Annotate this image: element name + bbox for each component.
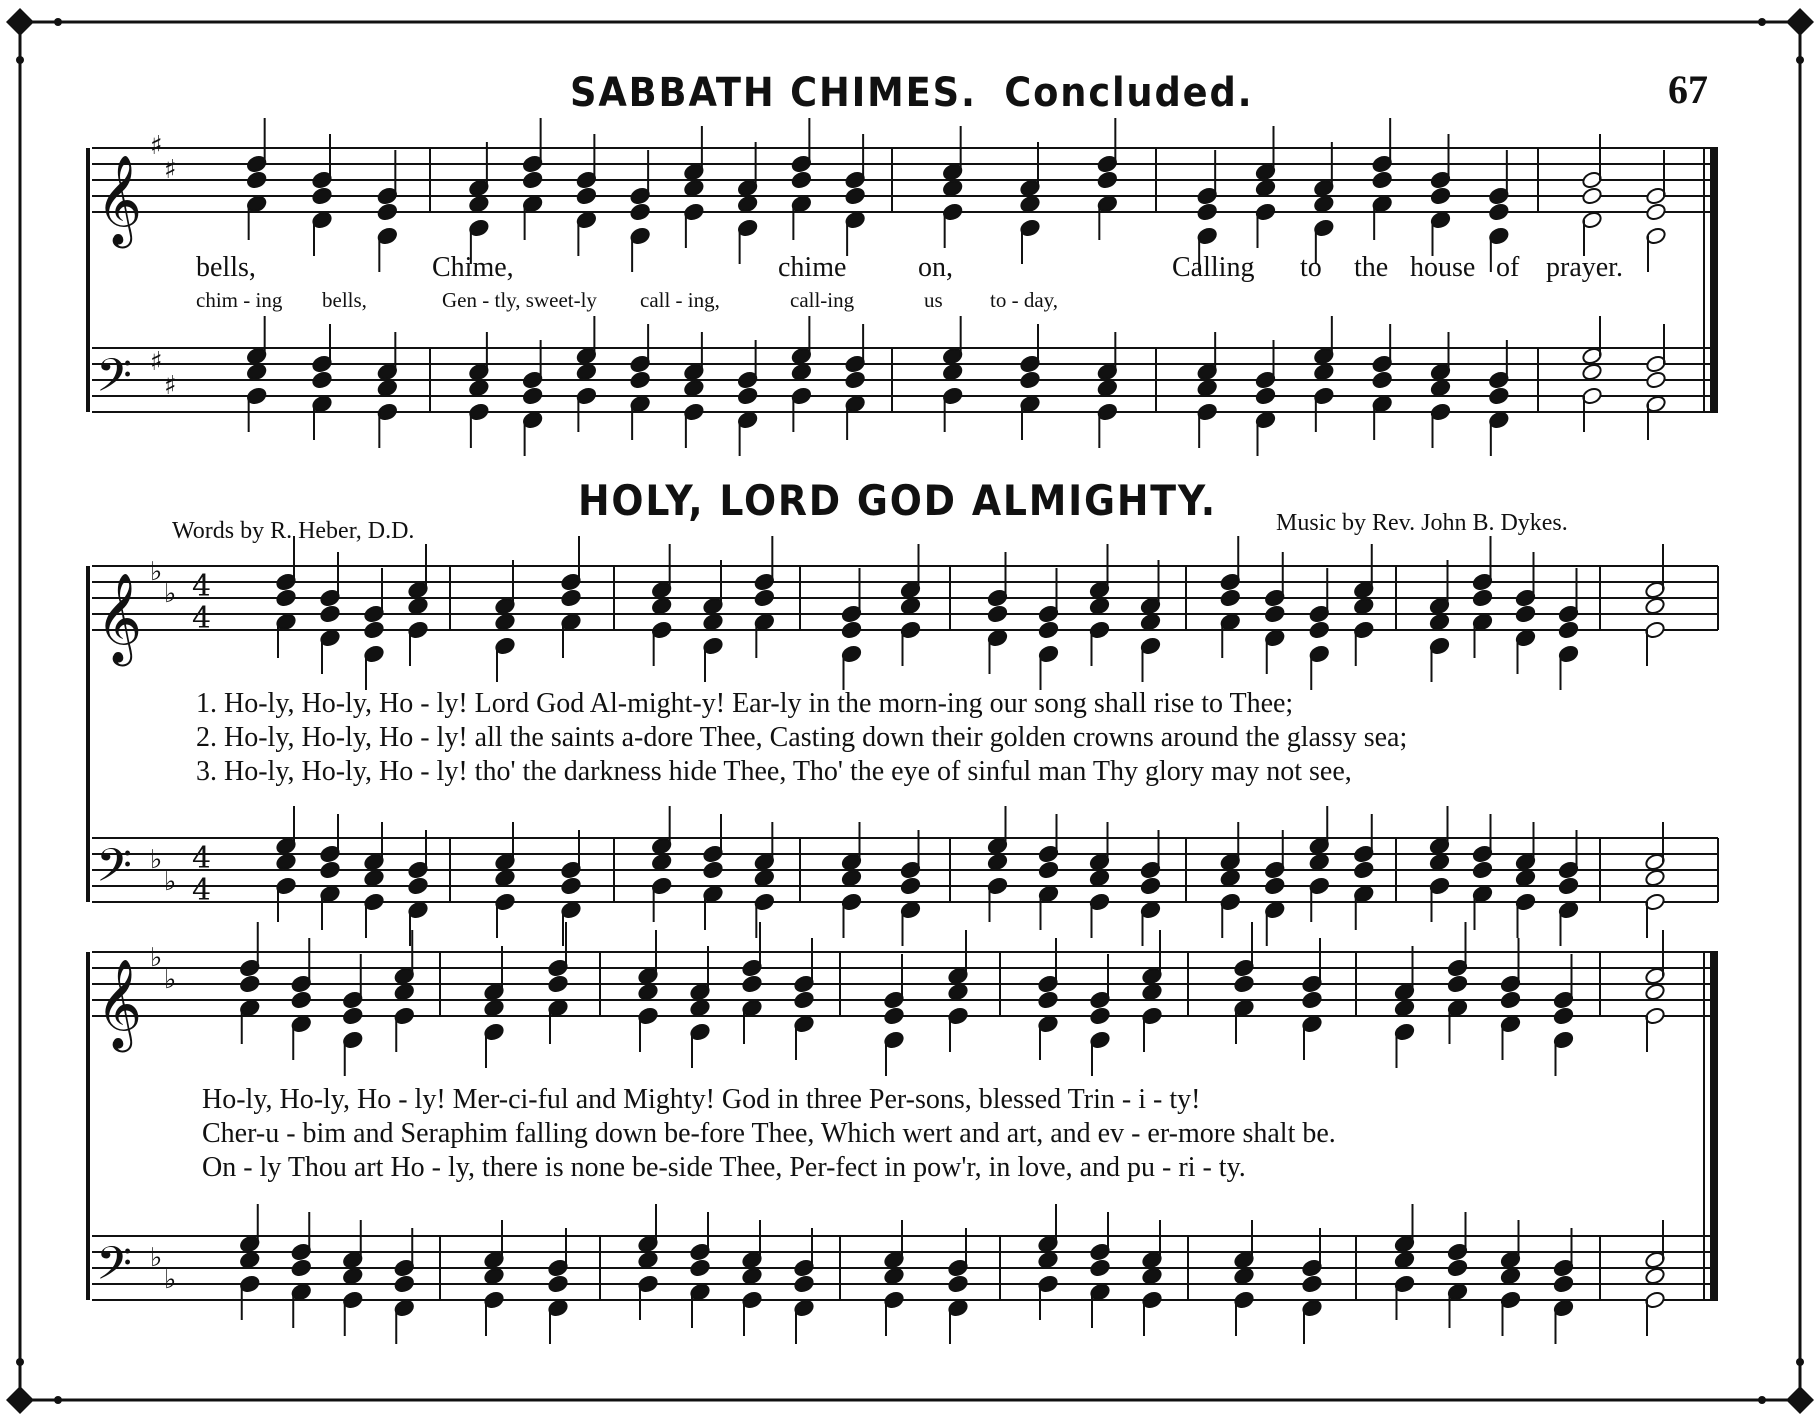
quarter-note bbox=[942, 178, 964, 197]
quarter-note bbox=[1472, 860, 1494, 879]
quarter-note bbox=[737, 194, 759, 213]
key-signature: ♭ bbox=[164, 867, 177, 897]
quarter-note bbox=[1500, 990, 1522, 1009]
treble-clef: 𝄞 bbox=[96, 959, 143, 1049]
quarter-note bbox=[483, 998, 505, 1017]
sabbath-word: the bbox=[1354, 252, 1389, 283]
quarter-note bbox=[522, 386, 544, 405]
quarter-note bbox=[1219, 868, 1241, 887]
page-number: 67 bbox=[1668, 67, 1708, 112]
quarter-note bbox=[1353, 860, 1375, 879]
quarter-note bbox=[1500, 1266, 1522, 1285]
time-signature: 4 bbox=[192, 841, 212, 876]
sabbath-word-small: call-ing bbox=[790, 288, 855, 312]
half-note bbox=[1644, 596, 1666, 615]
quarter-note bbox=[790, 362, 812, 381]
sabbath-word: on, bbox=[918, 252, 953, 283]
quarter-note bbox=[483, 1266, 505, 1285]
quarter-note bbox=[342, 1266, 364, 1285]
quarter-note bbox=[883, 1266, 905, 1285]
quarter-note bbox=[1219, 588, 1241, 607]
quarter-note bbox=[376, 378, 398, 397]
quarter-note bbox=[841, 868, 863, 887]
quarter-note bbox=[1313, 194, 1335, 213]
quarter-note bbox=[1472, 588, 1494, 607]
quarter-note bbox=[468, 378, 490, 397]
key-signature: ♭ bbox=[150, 557, 163, 587]
time-signature: 4 bbox=[192, 873, 212, 908]
quarter-note bbox=[290, 1258, 312, 1277]
quarter-note bbox=[790, 170, 812, 189]
key-signature: ♭ bbox=[150, 943, 163, 973]
quarter-note bbox=[1353, 596, 1375, 615]
quarter-note bbox=[741, 974, 763, 993]
quarter-note bbox=[376, 202, 398, 221]
quarter-note bbox=[702, 860, 724, 879]
key-signature: ♭ bbox=[150, 845, 163, 875]
quarter-note bbox=[239, 1250, 261, 1269]
quarter-note bbox=[319, 860, 341, 879]
verse-1-line-a: 1. Ho-ly, Ho-ly, Ho - ly! Lord God Al-might-y! Ear-ly in the morn-ing our song shall rise to Thee; bbox=[196, 688, 1294, 719]
quarter-note bbox=[637, 982, 659, 1001]
music-credit: Music by Rev. John B. Dykes. bbox=[1276, 510, 1568, 536]
key-signature: ♭ bbox=[164, 1265, 177, 1295]
quarter-note bbox=[468, 194, 490, 213]
half-note bbox=[1581, 362, 1603, 381]
quarter-note bbox=[883, 1006, 905, 1025]
sabbath-word-small: us bbox=[924, 288, 943, 312]
quarter-note bbox=[1019, 194, 1041, 213]
quarter-note bbox=[575, 362, 597, 381]
quarter-note bbox=[1488, 202, 1510, 221]
half-note bbox=[1645, 202, 1667, 221]
quarter-note bbox=[1553, 1274, 1575, 1293]
quarter-note bbox=[1089, 1258, 1111, 1277]
quarter-note bbox=[1394, 998, 1416, 1017]
quarter-note bbox=[1430, 186, 1452, 205]
quarter-note bbox=[1515, 604, 1537, 623]
sabbath-word-small: Gen - tly, sweet-ly bbox=[442, 288, 597, 312]
quarter-note bbox=[319, 604, 341, 623]
quarter-note bbox=[683, 178, 705, 197]
quarter-note bbox=[741, 1266, 763, 1285]
quarter-note bbox=[1255, 178, 1277, 197]
sabbath-word-small: call - ing, bbox=[640, 288, 720, 312]
final-barline-thick bbox=[1710, 952, 1718, 1300]
quarter-note bbox=[844, 186, 866, 205]
quarter-note bbox=[560, 588, 582, 607]
sabbath-title: SABBATH CHIMES. bbox=[570, 70, 977, 116]
quarter-note bbox=[651, 852, 673, 871]
bass-clef: 𝄢 bbox=[96, 1237, 133, 1302]
verse-1-line-b: Ho-ly, Ho-ly, Ho - ly! Mer-ci-ful and Mighty! God in three Per-sons, blessed Trin - i - ty! bbox=[202, 1084, 1201, 1115]
quarter-note bbox=[246, 170, 268, 189]
quarter-note bbox=[1196, 378, 1218, 397]
sabbath-word: chime bbox=[778, 252, 847, 283]
quarter-note bbox=[1140, 612, 1162, 631]
quarter-note bbox=[689, 998, 711, 1017]
verse-3-line-a: 3. Ho-ly, Ho-ly, Ho - ly! tho' the darkness hide Thee, Tho' the eye of sinful man Thy glory may not see, bbox=[196, 756, 1352, 787]
quarter-note bbox=[393, 982, 415, 1001]
quarter-note bbox=[393, 1274, 415, 1293]
quarter-note bbox=[1371, 170, 1393, 189]
sabbath-word-small: bells, bbox=[322, 288, 367, 312]
sabbath-word: of bbox=[1496, 252, 1520, 283]
half-note bbox=[1644, 982, 1666, 1001]
quarter-note bbox=[1037, 990, 1059, 1009]
quarter-note bbox=[947, 1274, 969, 1293]
quarter-note bbox=[737, 386, 759, 405]
quarter-note bbox=[547, 974, 569, 993]
quarter-note bbox=[629, 370, 651, 389]
verse-2-line-a: 2. Ho-ly, Ho-ly, Ho - ly! all the saints a-dore Thee, Casting down their golden crowns around the glassy sea; bbox=[196, 722, 1408, 753]
quarter-note bbox=[629, 202, 651, 221]
quarter-note bbox=[246, 362, 268, 381]
key-signature: ♭ bbox=[164, 965, 177, 995]
quarter-note bbox=[1447, 1258, 1469, 1277]
quarter-note bbox=[1233, 1266, 1255, 1285]
quarter-note bbox=[702, 612, 724, 631]
half-note bbox=[1644, 868, 1666, 887]
quarter-note bbox=[1394, 1250, 1416, 1269]
quarter-note bbox=[1429, 852, 1451, 871]
sabbath-title-suffix: Concluded. bbox=[1004, 70, 1254, 116]
quarter-note bbox=[1429, 612, 1451, 631]
quarter-note bbox=[547, 1274, 569, 1293]
quarter-note bbox=[1264, 876, 1286, 895]
sabbath-word: prayer. bbox=[1546, 252, 1623, 283]
quarter-note bbox=[239, 974, 261, 993]
time-signature: 4 bbox=[192, 601, 212, 636]
quarter-note bbox=[753, 868, 775, 887]
sabbath-word: Calling bbox=[1172, 252, 1255, 283]
quarter-note bbox=[363, 620, 385, 639]
sabbath-word: to bbox=[1300, 252, 1322, 283]
quarter-note bbox=[1430, 378, 1452, 397]
quarter-note bbox=[1313, 362, 1335, 381]
quarter-note bbox=[947, 982, 969, 1001]
key-signature: ♯ bbox=[150, 347, 163, 377]
quarter-note bbox=[1558, 620, 1580, 639]
sabbath-word: Chime, bbox=[432, 252, 514, 283]
quarter-note bbox=[1233, 974, 1255, 993]
quarter-note bbox=[275, 852, 297, 871]
quarter-note bbox=[1255, 386, 1277, 405]
quarter-note bbox=[311, 370, 333, 389]
sabbath-word-small: to - day, bbox=[990, 288, 1059, 312]
quarter-note bbox=[841, 620, 863, 639]
quarter-note bbox=[942, 362, 964, 381]
quarter-note bbox=[987, 604, 1009, 623]
quarter-note bbox=[275, 588, 297, 607]
quarter-note bbox=[1553, 1006, 1575, 1025]
verse-2-line-b: Cher-u - bim and Seraphim falling down be-fore Thee, Which wert and art, and ev - er-more shalt be. bbox=[202, 1118, 1336, 1149]
key-signature: ♯ bbox=[164, 371, 177, 401]
key-signature: ♯ bbox=[164, 155, 177, 185]
verse-3-line-b: On - ly Thou art Ho - ly, there is none be-side Thee, Per-fect in pow'r, in love, and pu - ri - ty. bbox=[202, 1152, 1246, 1183]
quarter-note bbox=[575, 186, 597, 205]
quarter-note bbox=[1096, 170, 1118, 189]
quarter-note bbox=[1037, 1250, 1059, 1269]
quarter-note bbox=[753, 588, 775, 607]
quarter-note bbox=[1301, 990, 1323, 1009]
key-signature: ♯ bbox=[150, 131, 163, 161]
quarter-note bbox=[1141, 1266, 1163, 1285]
bass-clef: 𝄢 bbox=[96, 349, 133, 414]
quarter-note bbox=[494, 612, 516, 631]
quarter-note bbox=[1089, 1006, 1111, 1025]
quarter-note bbox=[1308, 852, 1330, 871]
treble-clef: 𝄞 bbox=[96, 573, 143, 663]
quarter-note bbox=[311, 186, 333, 205]
quarter-note bbox=[900, 876, 922, 895]
quarter-note bbox=[1089, 596, 1111, 615]
quarter-note bbox=[407, 876, 429, 895]
quarter-note bbox=[407, 596, 429, 615]
quarter-note bbox=[689, 1258, 711, 1277]
quarter-note bbox=[793, 1274, 815, 1293]
bass-clef: 𝄢 bbox=[96, 839, 133, 904]
quarter-note bbox=[522, 170, 544, 189]
quarter-note bbox=[1089, 868, 1111, 887]
quarter-note bbox=[844, 370, 866, 389]
treble-clef: 𝄞 bbox=[96, 155, 143, 245]
quarter-note bbox=[793, 990, 815, 1009]
key-signature: ♭ bbox=[150, 1243, 163, 1273]
quarter-note bbox=[1308, 620, 1330, 639]
quarter-note bbox=[494, 868, 516, 887]
quarter-note bbox=[683, 378, 705, 397]
quarter-note bbox=[900, 596, 922, 615]
quarter-note bbox=[1301, 1274, 1323, 1293]
quarter-note bbox=[1371, 370, 1393, 389]
final-barline-thick bbox=[1710, 148, 1718, 412]
quarter-note bbox=[651, 596, 673, 615]
quarter-note bbox=[1140, 876, 1162, 895]
quarter-note bbox=[1264, 604, 1286, 623]
time-signature: 4 bbox=[192, 569, 212, 604]
quarter-note bbox=[560, 876, 582, 895]
quarter-note bbox=[1447, 974, 1469, 993]
half-note bbox=[1644, 1266, 1666, 1285]
quarter-note bbox=[342, 1006, 364, 1025]
quarter-note bbox=[1096, 378, 1118, 397]
sabbath-word: bells, bbox=[196, 252, 256, 283]
song-title-holy-lord-god-almighty: HOLY, LORD GOD ALMIGHTY. bbox=[578, 476, 1217, 525]
quarter-note bbox=[637, 1250, 659, 1269]
quarter-note bbox=[290, 990, 312, 1009]
quarter-note bbox=[1558, 876, 1580, 895]
quarter-note bbox=[1488, 386, 1510, 405]
half-note bbox=[1581, 186, 1603, 205]
quarter-note bbox=[1038, 620, 1060, 639]
quarter-note bbox=[1038, 860, 1060, 879]
sabbath-word: house bbox=[1410, 252, 1476, 283]
half-note bbox=[1645, 370, 1667, 389]
quarter-note bbox=[987, 852, 1009, 871]
sabbath-word-small: chim - ing bbox=[196, 288, 283, 312]
words-credit: Words by R. Heber, D.D. bbox=[172, 518, 415, 544]
song-title-sabbath-chimes bbox=[570, 70, 1253, 116]
quarter-note bbox=[1196, 202, 1218, 221]
quarter-note bbox=[1141, 982, 1163, 1001]
key-signature: ♭ bbox=[164, 579, 177, 609]
quarter-note bbox=[363, 868, 385, 887]
quarter-note bbox=[1019, 370, 1041, 389]
quarter-note bbox=[1515, 868, 1537, 887]
